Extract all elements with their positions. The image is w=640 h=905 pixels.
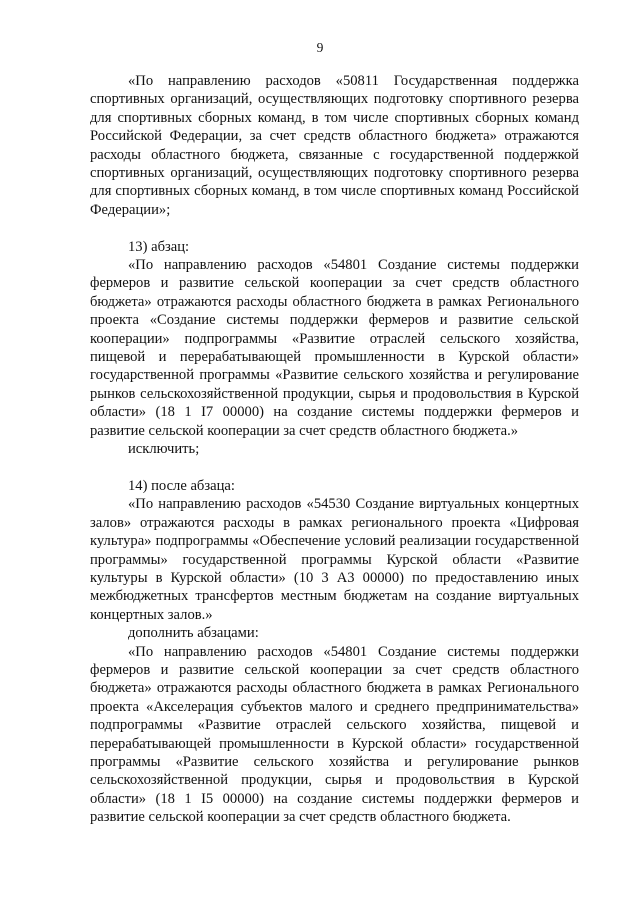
paragraph-sports-organizations: «По направлению расходов «50811 Государственная поддержка спортивных организаций, осуществляющих подготовку спортивного резерва для спортивных сборных команд, в том числе спортивных сборных команд Российской Федерации, за счет средств областного бюджета» отражаются расходы областного бюджета, связанные с государственной поддержкой спортивных организаций, осуществляющих подготовку спортивного резерва для спортивных сборных команд, в том числе спортивных команд Российской Федерации»; xyxy=(90,73,579,218)
paragraph-farmers-support-added: «По направлению расходов «54801 Создание системы поддержки фермеров и развитие сельской кооперации за счет средств областного бюджета» отражаются расходы областного бюджета в рамках Регионального проекта «Акселерация субъектов малого и среднего предпринимательства» подпрограммы «Развитие отраслей сельского хозяйства, пищевой и перерабатывающей промышленности в Курской области» государственной программы «Развитие сельского хозяйства и регулирование рынков сельскохозяйственной продукции, сырья и продовольствия в Курской области» (18 1 I5 00000) на создание системы поддержки фермеров и развитие сельской кооперации за счет средств областного бюджета. xyxy=(90,643,579,826)
paragraph-farmers-support-removed: «По направлению расходов «54801 Создание системы поддержки фермеров и развитие сельской кооперации за счет средств областного бюджета» отражаются расходы областного бюджета в рамках Регионального проекта «Создание системы поддержки фермеров и развитие сельской кооперации» подпрограммы «Развитие отраслей сельского хозяйства, пищевой и перерабатывающей промышленности в Курской области» государственной программы «Развитие сельского хозяйства и регулирование рынков сельскохозяйственной продукции, сырья и продовольствия в Курской области» (18 1 I7 00000) на создание системы поддержки фермеров и развитие сельской кооперации за счет средств областного бюджета.» xyxy=(90,257,579,439)
document-body xyxy=(90,72,579,827)
paragraph-virtual-concert-halls: «По направлению расходов «54530 Создание виртуальных концертных залов» отражаются расходы в рамках регионального проекта «Цифровая культура» подпрограммы «Обеспечение условий реализации государственной программы» государственной программы Курской области «Развитие культуры в Курской области» (10 3 А3 00000) по предоставлению иных межбюджетных трансфертов местным бюджетам на создание виртуальных концертных залов.» xyxy=(90,496,579,623)
page-number: 9 xyxy=(316,40,324,55)
paragraph-item-13-heading: 13) абзац: xyxy=(128,238,190,255)
paragraph-add-instruction: дополнить абзацами: xyxy=(128,625,259,642)
paragraph-item-14-heading: 14) после абзаца: xyxy=(128,477,235,494)
paragraph-exclude-instruction: исключить; xyxy=(128,441,200,458)
